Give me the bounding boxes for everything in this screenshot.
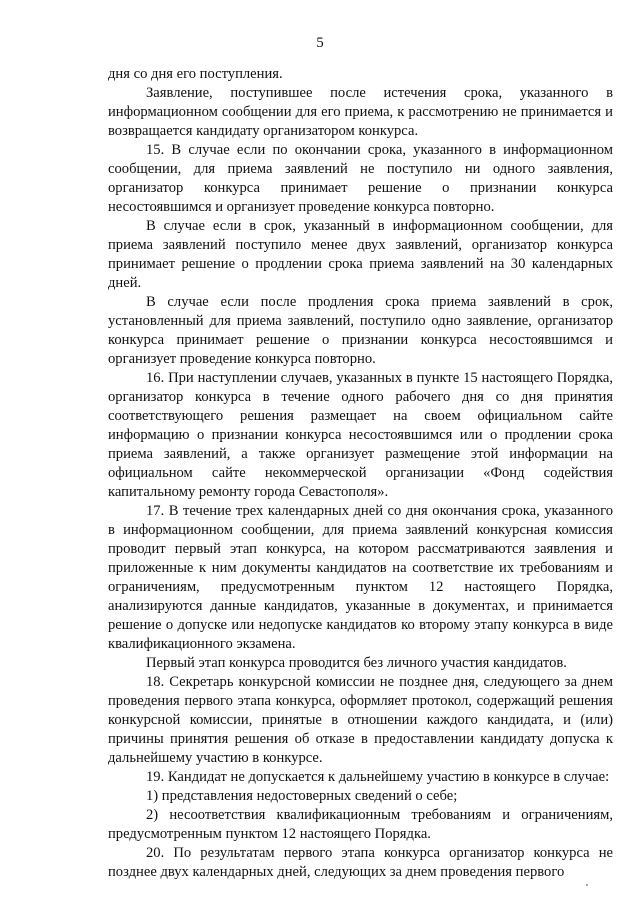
page-number: 5 [316,35,324,51]
list-item-1: 1) представления недостоверных сведений о себе; [146,788,458,804]
paragraph-first-stage-absence: Первый этап конкурса проводится без личного участия кандидатов. [146,655,567,671]
paragraph-item-17: 17. В течение трех календарных дней со дня окончания срока, указанного в информационном сообщении, для приема заявлений конкурсная комиссия проводит первый этап конкурса, на котором рассматриваются заявления и приложенные к ним документы кандидатов на соответствие их требованиям и ограничениям, предусмотренным пунктом 12 настоящего Порядка, анализируются данные кандидатов, указанные в документах, и принимается решение о допуске или недопуске кандидатов ко второму этапу конкурса в виде квалификационного экзамена. [108,503,613,652]
paragraph-item-18: 18. Секретарь конкурсной комиссии не позднее дня, следующего за днем проведения первого этапа конкурса, оформляет протокол, содержащий решения конкурсной комиссии, принятые в отношении каждого кандидата, и (или) причины принятия решения об отказе в предоставлении кандидату допуска к дальнейшему участию в конкурсе. [108,674,613,766]
document-body [108,65,613,882]
paragraph-single-application: В случае если после продления срока приема заявлений в срок, установленный для приема заявлений, поступило одно заявление, организатор конкурса принимает решение о признании конкурса несостоявшимся и организует проведение конкурса повторно. [108,294,613,367]
paragraph-continuation: дня со дня его поступления. [108,66,283,82]
paragraph-fewer-than-two: В случае если в срок, указанный в информационном сообщении, для приема заявлений поступило менее двух заявлений, организатор конкурса принимает решение о продлении срока приема заявлений на 30 календарных дней. [108,218,613,291]
paragraph-item-16: 16. При наступлении случаев, указанных в пункте 15 настоящего Порядка, организатор конкурса в течение одного рабочего дня со дня принятия соответствующего решения размещает на своем официальном сайте информацию о признании конкурса несостоявшимся или о продлении срока приема заявлений, а также организует размещение этой информации на официальном сайте некоммерческой организации «Фонд содействия капитальному ремонту города Севастополя». [108,370,613,500]
paragraph-item-20: 20. По результатам первого этапа конкурса организатор конкурса не позднее двух календарных дней, следующих за днем проведения первого [108,845,613,880]
paragraph-late-application: Заявление, поступившее после истечения срока, указанного в информационном сообщении для его приема, к рассмотрению не принимается и возвращается кандидату организатором конкурса. [108,85,613,139]
list-item-2: 2) несоответствия квалификационным требованиям и ограничениям, предусмотренным пунктом 12 настоящего Порядка. [108,807,613,842]
scan-speck [586,884,588,886]
paragraph-item-15: 15. В случае если по окончании срока, указанного в информационном сообщении, для приема заявлений не поступило ни одного заявления, организатор конкурса принимает решение о признании конкурса несостоявшимся и организует проведение конкурса повторно. [108,142,613,215]
paragraph-item-19: 19. Кандидат не допускается к дальнейшему участию в конкурсе в случае: [146,769,610,785]
